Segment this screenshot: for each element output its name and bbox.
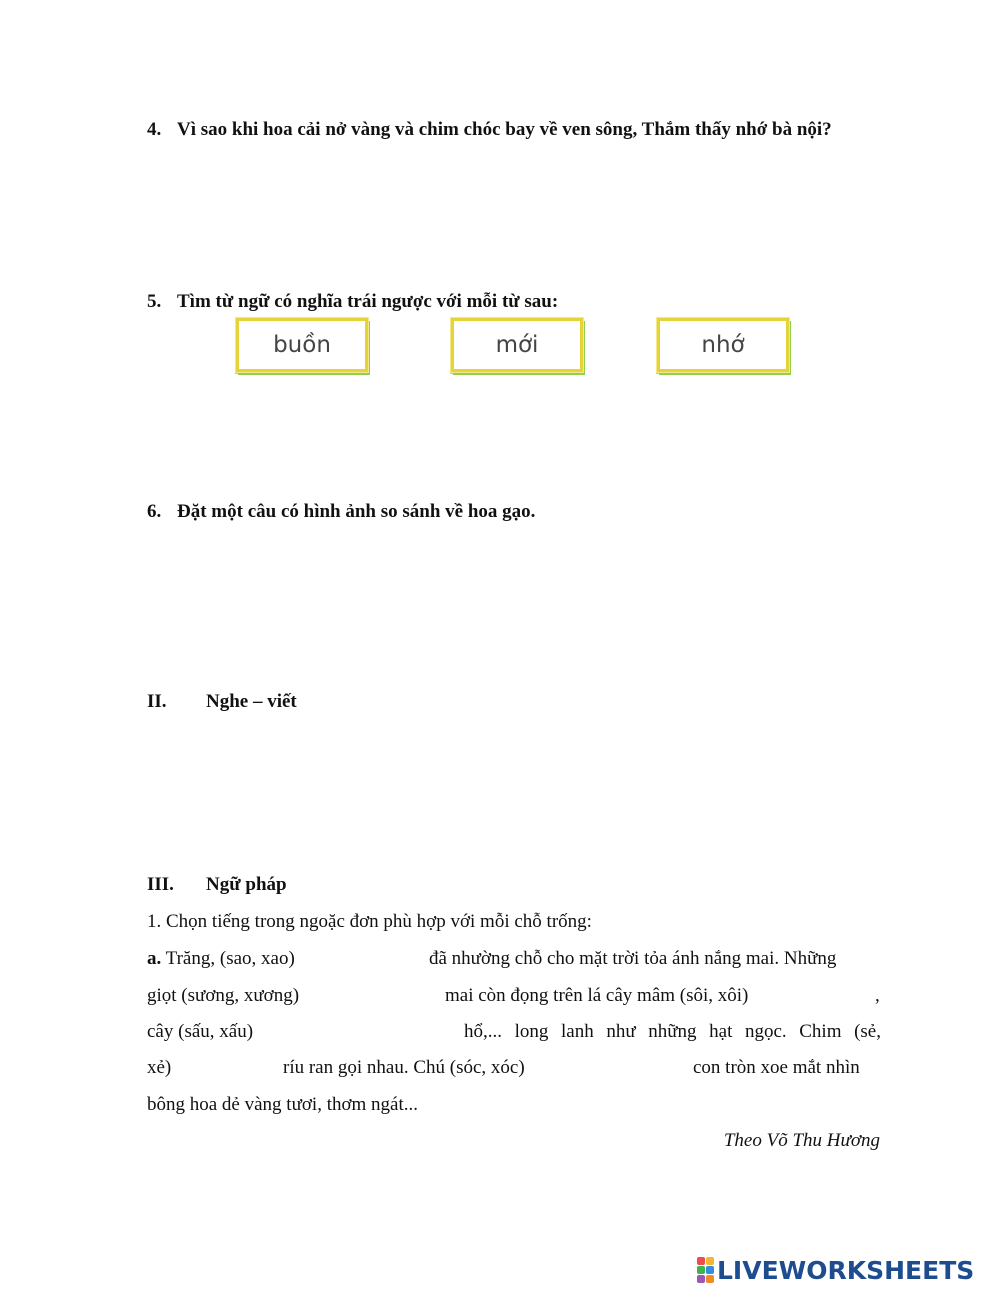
section-title: Ngữ pháp (206, 874, 287, 895)
logo-mark-icon (697, 1257, 714, 1283)
section-title: Nghe – viết (206, 691, 297, 712)
text-segment: cây (sấu, xấu) (147, 1021, 254, 1042)
question-text: Vì sao khi hoa cải nở vàng và chim chóc bay về ven sông, Thắm thấy nhớ bà nội? (177, 119, 832, 140)
text-segment: hổ,... long lanh như những hạt ngọc. Chim (sẻ, (464, 1021, 881, 1042)
blank-input[interactable] (315, 944, 423, 972)
exercise-line-2 (147, 985, 881, 1007)
blank-input[interactable] (790, 981, 870, 1009)
exercise-line-3 (147, 1021, 881, 1043)
blank-input[interactable] (322, 981, 440, 1009)
word-box-moi: mới (451, 318, 583, 372)
exercise-line-5: bông hoa dẻ vàng tươi, thơm ngát... (147, 1094, 419, 1115)
blank-input[interactable] (556, 1053, 686, 1081)
text-segment: , (875, 985, 880, 1006)
exercise-label: a. (147, 948, 162, 969)
question-text: Đặt một câu có hình ảnh so sánh về hoa gạo. (177, 501, 536, 522)
text-segment: giọt (sương, xương) (147, 985, 300, 1006)
section-number: II. (147, 691, 167, 712)
text-segment: ríu ran gọi nhau. Chú (sóc, xóc) (283, 1057, 525, 1078)
grammar-instruction: 1. Chọn tiếng trong ngoặc đơn phù hợp với mỗi chỗ trống: (147, 911, 592, 932)
question-text: Tìm từ ngữ có nghĩa trái ngược với mỗi từ sau: (177, 291, 559, 312)
word-box-buon: buồn (236, 318, 368, 372)
logo-text: LIVEWORKSHEETS (717, 1255, 975, 1285)
section-number: III. (147, 874, 174, 895)
text-segment: đã nhường chỗ cho mặt trời tỏa ánh nắng mai. Những (429, 948, 837, 969)
text-segment: con tròn xoe mắt nhìn (693, 1057, 860, 1078)
attribution: Theo Võ Thu Hương (723, 1130, 880, 1151)
blank-input[interactable] (276, 1017, 456, 1045)
exercise-line-1 (147, 948, 881, 970)
text-segment: xẻ) (147, 1057, 172, 1078)
word-box-nho: nhớ (657, 318, 789, 372)
question-number: 4. (147, 119, 162, 140)
question-number: 5. (147, 291, 162, 312)
liveworksheets-logo (697, 1256, 974, 1284)
question-number: 6. (147, 501, 162, 522)
text-segment: mai còn đọng trên lá cây mâm (sôi, xôi) (445, 985, 749, 1006)
blank-input[interactable] (180, 1053, 276, 1081)
text-segment: Trăng, (sao, xao) (165, 948, 295, 969)
